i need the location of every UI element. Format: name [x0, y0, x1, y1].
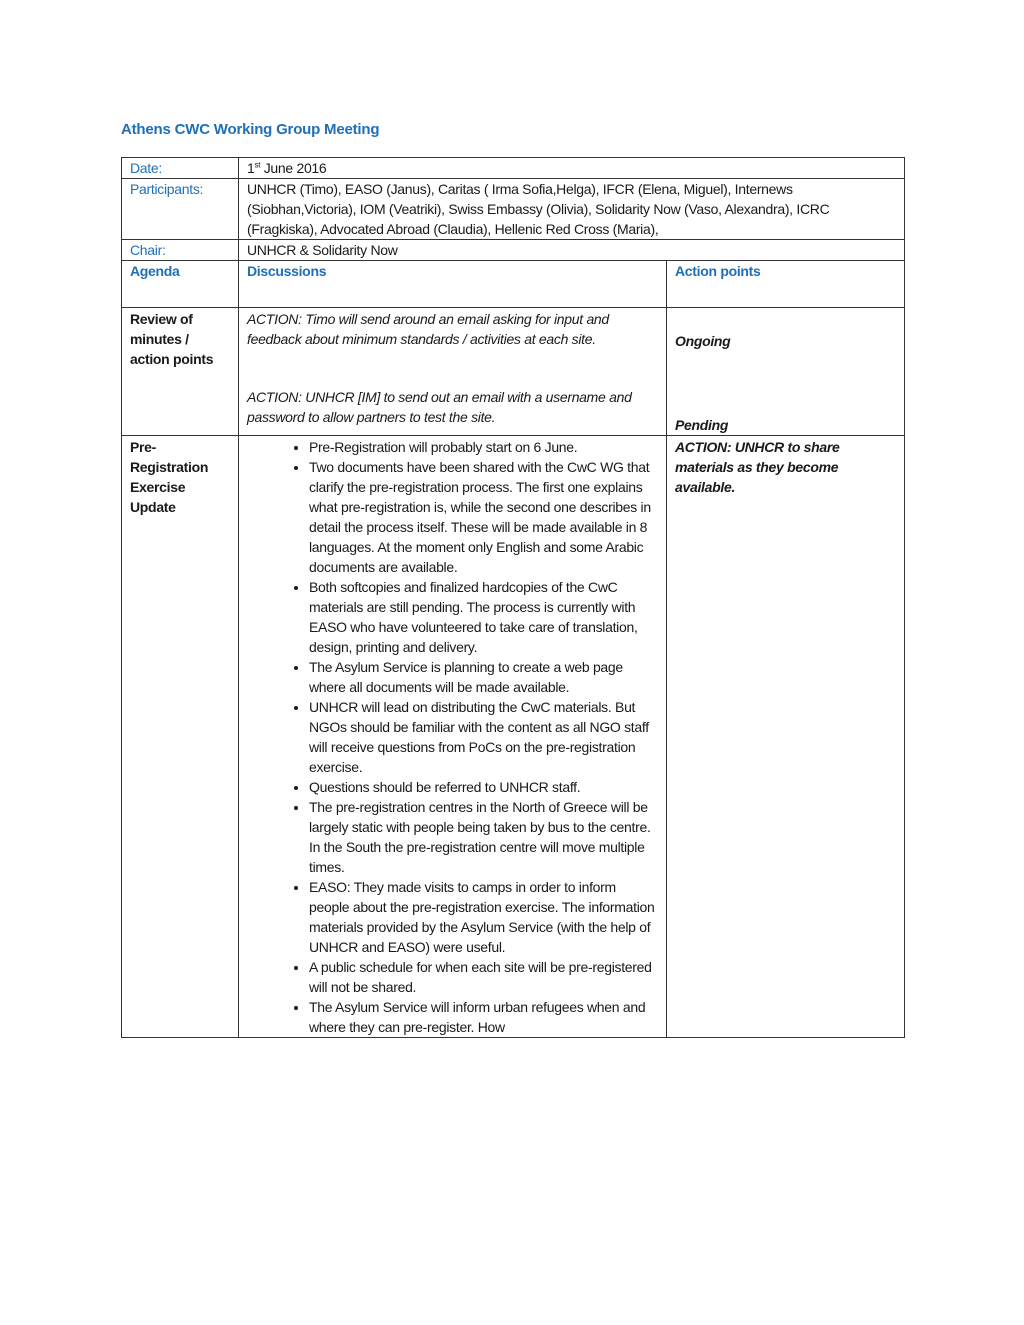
preregistration-row [122, 436, 905, 1038]
discussions-header: Discussions [239, 261, 667, 308]
review-action-points [667, 308, 905, 436]
agenda-item-review: Review of minutes / action points [122, 308, 239, 436]
list-item: • A public schedule for when each site will be pre-registered will not be shared. [309, 957, 658, 997]
review-action-status-1: Ongoing [675, 333, 731, 349]
list-item: • UNHCR will lead on distributing the CwC materials. But NGOs should be familiar with the content as all NGO staff will receive questions from PoCs on the pre-registration exercise. [309, 697, 658, 777]
action-points-header: Action points [667, 261, 905, 308]
date-day: 1 [247, 160, 255, 176]
date-rest: June 2016 [260, 160, 327, 176]
list-item: • The Asylum Service is planning to create a web page where all documents will be made available. [309, 657, 658, 697]
review-row [122, 308, 905, 436]
participants-label: Participants: [122, 179, 239, 240]
review-action-status-2: Pending [675, 417, 729, 433]
list-item: • Pre-Registration will probably start on 6 June. [309, 437, 658, 457]
agenda-header: Agenda [122, 261, 239, 308]
review-discussion-action-2: ACTION: UNHCR [IM] to send out an email with a username and password to allow partners to test the site. [247, 389, 632, 425]
participants-row [122, 179, 905, 240]
date-value [239, 158, 905, 179]
chair-value: UNHCR & Solidarity Now [239, 240, 905, 261]
document-title: Athens CWC Working Group Meeting [121, 121, 380, 138]
review-discussion-action-1: ACTION: Timo will send around an email asking for input and feedback about minimum standards / activities at each site. [247, 311, 609, 347]
list-item: • Questions should be referred to UNHCR staff. [309, 777, 658, 797]
list-item: • Both softcopies and finalized hardcopies of the CwC materials are still pending. The process is currently with EASO who have volunteered to take care of translation, design, printing and delivery. [309, 577, 658, 657]
review-discussion [239, 308, 667, 436]
chair-row [122, 240, 905, 261]
list-item: • Two documents have been shared with the CwC WG that clarify the pre-registration process. The first one explains what pre-registration is, while the second one describes in detail the process itself. These will be made available in 8 languages. At the moment only English and some Arabic documents are available. [309, 457, 658, 577]
preregistration-discussion [239, 436, 667, 1038]
list-item: • The Asylum Service will inform urban refugees when and where they can pre-register. How [309, 997, 658, 1037]
date-label: Date: [122, 158, 239, 179]
list-item: • The pre-registration centres in the North of Greece will be largely static with people being taken by bus to the centre. In the South the pre-registration centre will move multiple times. [309, 797, 658, 877]
header-row [122, 261, 905, 308]
agenda-item-preregistration: Pre-Registration Exercise Update [122, 436, 239, 1038]
preregistration-action: ACTION: UNHCR to share materials as they become available. [667, 436, 905, 1038]
list-item: • EASO: They made visits to camps in order to inform people about the pre-registration exercise. The information materials provided by the Asylum Service (with the help of UNHCR and EASO) were useful. [309, 877, 658, 957]
date-row [122, 158, 905, 179]
participants-value: UNHCR (Timo), EASO (Janus), Caritas ( Irma Sofia,Helga), IFCR (Elena, Miguel), Internews (Siobhan,Victoria), IOM (Veatriki), Swiss Embassy (Olivia), Solidarity Now (Vaso, Alexandra), ICRC (Fragkiska), Advocated Abroad (Claudia), Hellenic Red Cross (Maria), [239, 179, 905, 240]
chair-label: Chair: [122, 240, 239, 261]
date-suffix: st [254, 160, 261, 170]
preregistration-bullet-list [247, 437, 658, 1037]
minutes-table [121, 157, 905, 1038]
